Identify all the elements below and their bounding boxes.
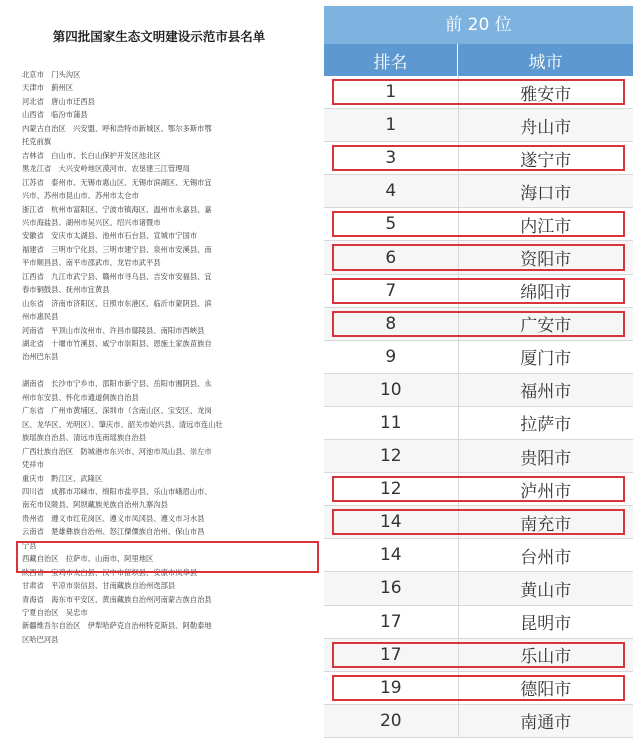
document-line: 湖北省 十堰市竹溪县、咸宁市崇阳县、恩施土家族苗族自	[22, 339, 212, 348]
document-line: 江苏省 泰州市、无锡市惠山区、无锡市滨湖区、无锡市宜	[22, 177, 212, 187]
document-line: 宁县	[22, 540, 37, 550]
document-line: 黑龙江省 大兴安岭地区漠河市、农垦建三江管理局	[22, 164, 190, 174]
table-row	[324, 142, 633, 175]
document-line: 治州巴东县	[22, 352, 59, 362]
document-line: 南充市仪陇县、阿坝藏族羌族自治州九寨沟县	[22, 500, 168, 510]
rank-cell: 19	[324, 672, 459, 704]
document-title: 第四批国家生态文明建设示范市县名单	[52, 29, 266, 44]
rank-cell: 5	[324, 208, 459, 240]
document-line: 内蒙古自治区 兴安盟、呼和浩特市新城区、鄂尔多斯市鄂	[22, 123, 212, 133]
rank-cell: 3	[324, 142, 459, 174]
rank-cell: 8	[324, 308, 459, 340]
city-cell: 广安市	[520, 316, 572, 337]
city-cell: 雅安市	[520, 84, 572, 105]
column-header-row	[324, 44, 633, 76]
city-cell: 绵阳市	[520, 283, 572, 304]
table-row	[324, 374, 633, 407]
column-header-city: 城市	[458, 44, 633, 76]
rank-cell: 20	[324, 705, 459, 737]
city-cell: 贵阳市	[520, 448, 572, 469]
city-cell: 昆明市	[520, 614, 572, 635]
city-cell: 厦门市	[520, 349, 572, 370]
document-line: 四川省 成都市邛崃市、绵阳市盐亭县、乐山市峨眉山市、	[22, 486, 212, 496]
table-row	[324, 506, 633, 539]
document-line: 云南省 楚雄彝族自治州、怒江傈僳族自治州、保山市昌	[22, 527, 205, 537]
document-line: 重庆市 黔江区、武隆区	[22, 473, 103, 483]
document-line: 族瑶族自治县、清远市连南瑶族自治县	[22, 433, 147, 443]
document-line: 广西壮族自治区 防城港市东兴市、河池市凤山县、崇左市	[22, 446, 212, 456]
table-row	[324, 407, 633, 440]
rank-cell: 1	[324, 109, 459, 141]
document-line: 托克前旗	[22, 137, 52, 147]
document-line: 山西省 临汾市蒲县	[22, 110, 88, 120]
city-cell: 南通市	[520, 713, 572, 734]
row-highlight-box	[332, 642, 625, 668]
row-highlight-box	[332, 675, 625, 701]
document-line: 西藏自治区 拉萨市、山南市、阿里地区	[22, 554, 154, 564]
table-row	[324, 308, 633, 341]
city-cell: 海口市	[520, 183, 572, 204]
document-line: 吉林省 白山市、长白山保护开发区池北区	[22, 150, 161, 160]
table-row	[324, 109, 633, 142]
column-header-rank: 排名	[324, 44, 458, 76]
rank-cell: 12	[324, 440, 459, 472]
document-line: 州市东安县、怀化市通道侗族自治县	[22, 392, 139, 402]
rank-cell: 14	[324, 539, 459, 571]
document-line: 春市铜鼓县、抚州市宜黄县	[22, 285, 110, 295]
table-row	[324, 705, 633, 738]
table-row	[324, 639, 633, 672]
sichuan-highlight-box	[16, 541, 319, 573]
document-line: 甘肃省 平凉市崇信县、甘南藏族自治州迭部县	[22, 581, 176, 591]
document-line: 州市惠民县	[22, 312, 59, 322]
city-cell: 福州市	[520, 382, 572, 403]
rank-cell: 10	[324, 374, 459, 406]
table-row	[324, 341, 633, 374]
row-highlight-box	[332, 244, 625, 270]
document-line: 河南省 平顶山市汝州市、许昌市鄢陵县、南阳市西峡县	[22, 325, 205, 335]
document-line: 区、龙华区、光明区）、肇庆市、韶关市始兴县、清远市连山壮	[22, 419, 223, 429]
rank-cell: 7	[324, 275, 459, 307]
document-line: 兴市海盐县、湖州市吴兴区、绍兴市诸暨市	[22, 217, 161, 227]
city-cell: 资阳市	[520, 250, 572, 271]
city-cell: 乐山市	[520, 647, 572, 668]
document-line: 江西省 九江市武宁县、赣州市寻乌县、吉安市安福县、宜	[22, 271, 212, 281]
document-line: 福建省 三明市宁化县、三明市建宁县、泉州市安溪县、南	[22, 244, 212, 254]
document-line: 浙江省 杭州市富阳区、宁波市镇海区、温州市永嘉县、嘉	[22, 204, 212, 214]
row-highlight-box	[332, 278, 625, 304]
table-row	[324, 672, 633, 705]
city-cell: 德阳市	[520, 680, 572, 701]
document-line: 青海省 海东市平安区、黄南藏族自治州河南蒙古族自治县	[22, 594, 212, 604]
row-highlight-box	[332, 311, 625, 337]
table-row	[324, 440, 633, 473]
rank-cell: 4	[324, 175, 459, 207]
document-line: 天津市 蓟州区	[22, 83, 74, 93]
rank-cell: 9	[324, 341, 459, 373]
table-row	[324, 606, 633, 639]
ranking-header	[324, 6, 633, 44]
rank-cell: 1	[324, 76, 459, 108]
document-line: 北京市 门头沟区	[22, 70, 81, 79]
city-cell: 遂宁市	[520, 150, 572, 171]
row-highlight-box	[332, 476, 625, 502]
document-line: 陕西省 宝鸡市太白县、汉中市留坝县、安康市岚皋县	[22, 567, 198, 577]
table-row	[324, 208, 633, 241]
table-row	[324, 241, 633, 274]
table-row	[324, 175, 633, 208]
rank-cell: 16	[324, 572, 459, 604]
table-row	[324, 76, 633, 109]
rank-cell: 11	[324, 407, 459, 439]
table-row	[324, 539, 633, 572]
rank-cell: 6	[324, 241, 459, 273]
city-cell: 舟山市	[520, 117, 572, 138]
ranking-header-label: 前 20 位	[324, 6, 633, 44]
document-line: 河北省 唐山市迁西县	[22, 96, 95, 106]
rank-cell: 17	[324, 639, 459, 671]
document-line: 宁夏自治区 吴忠市	[22, 608, 88, 617]
ranking-table-body	[324, 76, 633, 738]
rank-cell: 14	[324, 506, 459, 538]
document-line: 平市顺昌县、南平市邵武市、龙岩市武平县	[22, 258, 161, 268]
document-line: 安徽省 安庆市太湖县、池州市石台县、宣城市宁国市	[22, 231, 198, 241]
row-highlight-box	[332, 145, 625, 171]
city-cell: 黄山市	[520, 580, 572, 601]
document-line: 新疆维吾尔自治区 伊犁哈萨克自治州特克斯县、阿勒泰地	[22, 621, 212, 631]
city-cell: 拉萨市	[520, 415, 572, 436]
rank-cell: 12	[324, 473, 459, 505]
table-row	[324, 275, 633, 308]
row-highlight-box	[332, 79, 625, 105]
city-cell: 台州市	[520, 547, 572, 568]
document-line: 广东省 广州市黄埔区、深圳市（含南山区、宝安区、龙岗	[22, 406, 212, 416]
document-line: 凭祥市	[22, 460, 44, 470]
document-line: 贵州省 遵义市红花岗区、遵义市凤冈县、遵义市习水县	[22, 513, 205, 523]
document-line: 湖南省 长沙市宁乡市、邵阳市新宁县、岳阳市湘阴县、永	[22, 379, 212, 389]
row-highlight-box	[332, 211, 625, 237]
document-line: 区哈巴河县	[22, 634, 59, 644]
city-cell: 内江市	[520, 216, 572, 237]
city-cell: 南充市	[520, 514, 572, 535]
table-row	[324, 473, 633, 506]
document-line: 兴市、苏州市昆山市、苏州市太仓市	[22, 191, 139, 201]
city-cell: 泸州市	[520, 481, 572, 502]
table-row	[324, 572, 633, 605]
row-highlight-box	[332, 509, 625, 535]
document-line: 山东省 济南市济阳区、日照市东港区、临沂市蒙阴县、滨	[22, 298, 212, 308]
rank-cell: 17	[324, 606, 459, 638]
document-panel	[0, 0, 318, 747]
